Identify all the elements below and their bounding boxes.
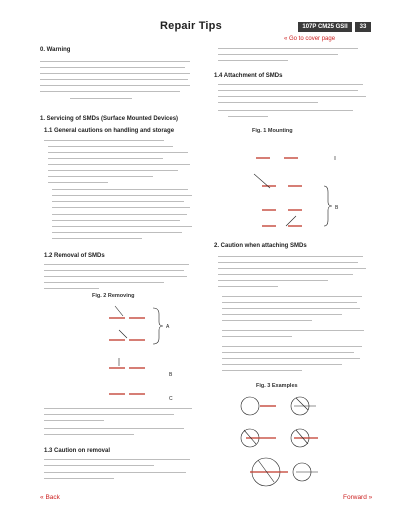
example-correct-1 bbox=[241, 397, 276, 415]
back-link[interactable] bbox=[40, 494, 60, 501]
page-number-badge: 33 bbox=[355, 22, 371, 32]
mounting-step-1 bbox=[256, 156, 335, 160]
arrow-left-icon: « bbox=[40, 494, 44, 501]
fig1-label-b: B bbox=[335, 205, 339, 211]
fig3-examples-diagram bbox=[236, 392, 336, 492]
removal-step-2 bbox=[109, 330, 145, 340]
go-to-cover-link[interactable] bbox=[284, 36, 335, 42]
back-label: Back bbox=[45, 494, 60, 501]
caution-removal-heading: 1.3 Caution on removal bbox=[44, 448, 111, 454]
example-correct-2 bbox=[291, 397, 316, 415]
fig1-caption: Fig. 1 Mounting bbox=[252, 128, 293, 134]
general-cautions-heading: 1.1 General cautions on handling and storage bbox=[44, 128, 175, 134]
section-servicing-heading: 1. Servicing of SMDs (Surface Mounted Devices) bbox=[40, 116, 179, 122]
section-warning-heading: 0. Warning bbox=[40, 47, 71, 53]
caution-attaching-heading: 2. Caution when attaching SMDs bbox=[214, 243, 307, 249]
forward-label: Forward bbox=[343, 494, 367, 501]
double-chevron-left-icon: « bbox=[284, 36, 288, 42]
removal-heading: 1.2 Removal of SMDs bbox=[44, 253, 105, 259]
example-large bbox=[250, 458, 318, 486]
fig2-caption: Fig. 2 Removing bbox=[92, 293, 135, 299]
mounting-step-4 bbox=[262, 216, 302, 226]
example-wrong-1 bbox=[241, 429, 276, 447]
removal-step-3 bbox=[109, 358, 145, 368]
attachment-heading: 1.4 Attachment of SMDs bbox=[214, 73, 283, 79]
model-badge: 107P CM25 GSII bbox=[298, 22, 352, 32]
fig2-removing-diagram bbox=[85, 300, 195, 406]
fig2-label-a: A bbox=[166, 324, 170, 330]
page-title: Repair Tips bbox=[160, 20, 222, 32]
fig2-label-b: B bbox=[169, 372, 173, 378]
fig3-caption: Fig. 3 Examples bbox=[256, 383, 298, 389]
go-to-cover-label: Go to cover page bbox=[289, 36, 336, 42]
arrow-right-icon: » bbox=[368, 494, 373, 501]
removal-step-1 bbox=[109, 306, 145, 318]
forward-link[interactable] bbox=[343, 494, 372, 501]
fig1-mounting-diagram bbox=[240, 140, 360, 240]
example-wrong-2 bbox=[291, 429, 318, 447]
fig2-label-c: C bbox=[169, 396, 173, 402]
mounting-step-2 bbox=[254, 174, 302, 188]
